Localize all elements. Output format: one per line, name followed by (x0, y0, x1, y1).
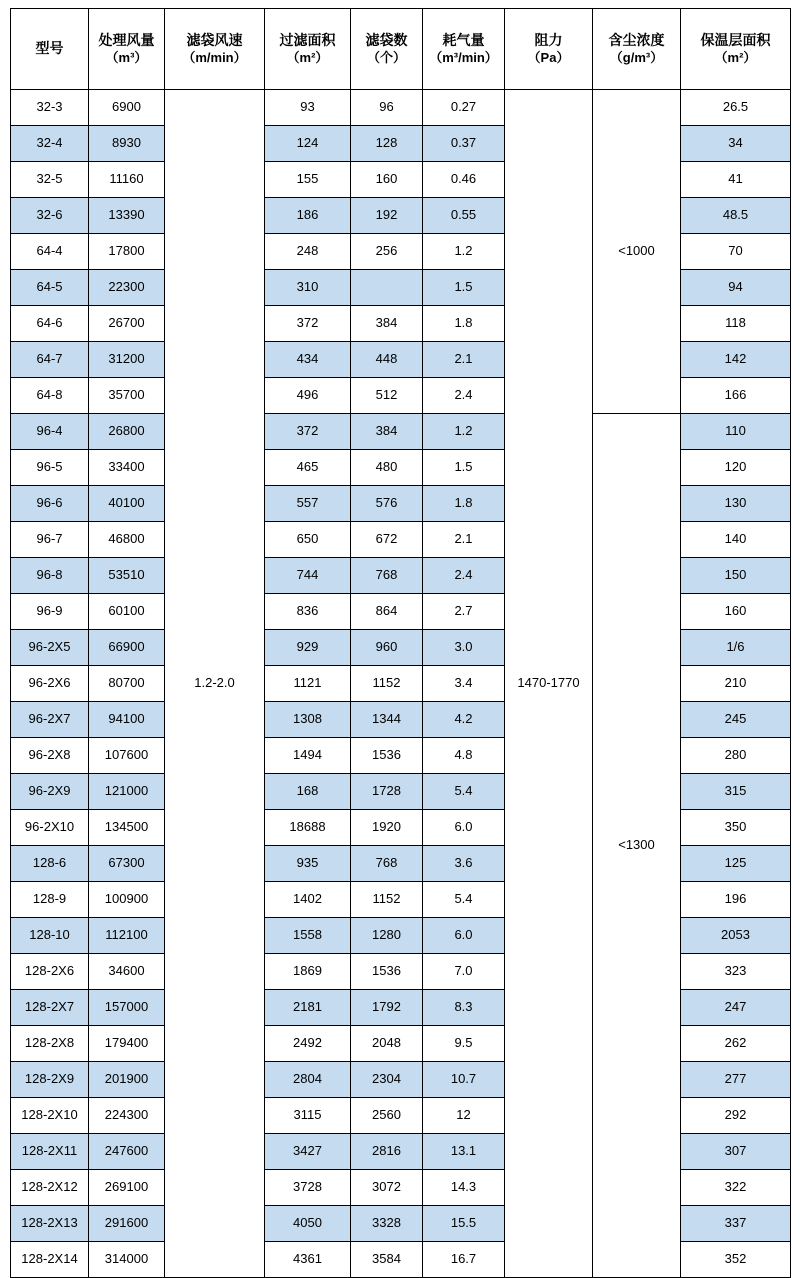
cell-bag-count: 2816 (351, 1134, 423, 1170)
cell-airflow: 291600 (89, 1206, 165, 1242)
cell-air-consumption: 5.4 (423, 774, 505, 810)
column-header-filter-area (265, 9, 351, 90)
cell-filter-area: 2181 (265, 990, 351, 1026)
cell-insulation-area: 210 (681, 666, 791, 702)
cell-insulation-area: 125 (681, 846, 791, 882)
cell-bag-count: 1152 (351, 666, 423, 702)
cell-bag-count: 576 (351, 486, 423, 522)
header-row (11, 9, 791, 90)
cell-air-consumption: 1.5 (423, 270, 505, 306)
cell-model: 32-5 (11, 162, 89, 198)
cell-insulation-area: 120 (681, 450, 791, 486)
cell-model: 96-2X9 (11, 774, 89, 810)
cell-filter-area: 2492 (265, 1026, 351, 1062)
cell-airflow: 8930 (89, 126, 165, 162)
cell-bag-count: 960 (351, 630, 423, 666)
cell-airflow: 60100 (89, 594, 165, 630)
cell-air-consumption: 14.3 (423, 1170, 505, 1206)
header-label: 耗气量 (442, 32, 485, 49)
cell-insulation-area: 110 (681, 414, 791, 450)
cell-airflow: 22300 (89, 270, 165, 306)
cell-model: 128-2X12 (11, 1170, 89, 1206)
cell-dust-concentration-1: <1000 (593, 90, 681, 414)
cell-bag-count: 128 (351, 126, 423, 162)
cell-insulation-area: 26.5 (681, 90, 791, 126)
cell-insulation-area: 262 (681, 1026, 791, 1062)
cell-insulation-area: 247 (681, 990, 791, 1026)
cell-air-consumption: 15.5 (423, 1206, 505, 1242)
header-unit: （g/m³） (609, 49, 664, 65)
cell-air-consumption: 12 (423, 1098, 505, 1134)
cell-filter-area: 310 (265, 270, 351, 306)
cell-model: 96-5 (11, 450, 89, 486)
cell-insulation-area: 245 (681, 702, 791, 738)
cell-filter-area: 4050 (265, 1206, 351, 1242)
cell-model: 128-2X7 (11, 990, 89, 1026)
cell-bag-count: 2048 (351, 1026, 423, 1062)
cell-airflow: 157000 (89, 990, 165, 1026)
cell-air-consumption: 1.8 (423, 486, 505, 522)
cell-model: 96-8 (11, 558, 89, 594)
cell-model: 96-2X10 (11, 810, 89, 846)
cell-air-consumption: 10.7 (423, 1062, 505, 1098)
cell-model: 128-2X6 (11, 954, 89, 990)
header-label: 滤袋数 (365, 32, 408, 49)
cell-air-consumption: 2.4 (423, 378, 505, 414)
cell-filter-area: 434 (265, 342, 351, 378)
cell-filter-area: 1402 (265, 882, 351, 918)
cell-filter-velocity-merged: 1.2-2.0 (165, 90, 265, 1278)
cell-insulation-area: 94 (681, 270, 791, 306)
cell-model: 32-6 (11, 198, 89, 234)
cell-model: 128-9 (11, 882, 89, 918)
cell-resistance-merged: 1470-1770 (505, 90, 593, 1278)
cell-air-consumption: 13.1 (423, 1134, 505, 1170)
cell-model: 96-6 (11, 486, 89, 522)
header-label: 保温层面积 (700, 32, 771, 49)
cell-airflow: 67300 (89, 846, 165, 882)
cell-insulation-area: 48.5 (681, 198, 791, 234)
cell-model: 96-2X6 (11, 666, 89, 702)
cell-airflow: 107600 (89, 738, 165, 774)
cell-filter-area: 155 (265, 162, 351, 198)
cell-air-consumption: 0.37 (423, 126, 505, 162)
cell-filter-area: 2804 (265, 1062, 351, 1098)
header-unit: （Pa） (527, 49, 570, 65)
cell-air-consumption: 0.55 (423, 198, 505, 234)
cell-bag-count: 1152 (351, 882, 423, 918)
cell-insulation-area: 130 (681, 486, 791, 522)
cell-airflow: 121000 (89, 774, 165, 810)
cell-bag-count: 1728 (351, 774, 423, 810)
cell-bag-count: 512 (351, 378, 423, 414)
cell-bag-count: 192 (351, 198, 423, 234)
cell-airflow: 201900 (89, 1062, 165, 1098)
cell-air-consumption: 4.8 (423, 738, 505, 774)
cell-air-consumption: 3.4 (423, 666, 505, 702)
cell-air-consumption: 1.5 (423, 450, 505, 486)
cell-bag-count: 2560 (351, 1098, 423, 1134)
cell-insulation-area: 166 (681, 378, 791, 414)
cell-filter-area: 1121 (265, 666, 351, 702)
cell-airflow: 26700 (89, 306, 165, 342)
cell-air-consumption: 1.8 (423, 306, 505, 342)
cell-insulation-area: 41 (681, 162, 791, 198)
cell-bag-count: 1280 (351, 918, 423, 954)
cell-insulation-area: 142 (681, 342, 791, 378)
cell-bag-count: 1536 (351, 738, 423, 774)
column-header-resistance (505, 9, 593, 90)
cell-air-consumption: 1.2 (423, 414, 505, 450)
header-label: 型号 (35, 40, 64, 57)
cell-model: 32-3 (11, 90, 89, 126)
cell-bag-count: 448 (351, 342, 423, 378)
cell-model: 128-2X9 (11, 1062, 89, 1098)
cell-airflow: 13390 (89, 198, 165, 234)
cell-filter-area: 1494 (265, 738, 351, 774)
table-row (11, 90, 791, 126)
header-unit: （m²） (714, 49, 757, 65)
cell-bag-count: 256 (351, 234, 423, 270)
header-unit: （m/min） (182, 49, 247, 65)
cell-airflow: 134500 (89, 810, 165, 846)
cell-airflow: 40100 (89, 486, 165, 522)
cell-model: 64-8 (11, 378, 89, 414)
cell-bag-count (351, 270, 423, 306)
cell-filter-area: 124 (265, 126, 351, 162)
cell-filter-area: 929 (265, 630, 351, 666)
cell-air-consumption: 2.1 (423, 342, 505, 378)
cell-airflow: 35700 (89, 378, 165, 414)
cell-filter-area: 496 (265, 378, 351, 414)
cell-bag-count: 1536 (351, 954, 423, 990)
cell-bag-count: 3072 (351, 1170, 423, 1206)
cell-bag-count: 1920 (351, 810, 423, 846)
cell-bag-count: 768 (351, 558, 423, 594)
cell-airflow: 224300 (89, 1098, 165, 1134)
cell-insulation-area: 280 (681, 738, 791, 774)
cell-insulation-area: 150 (681, 558, 791, 594)
cell-airflow: 34600 (89, 954, 165, 990)
cell-model: 96-2X8 (11, 738, 89, 774)
cell-model: 32-4 (11, 126, 89, 162)
cell-model: 128-2X8 (11, 1026, 89, 1062)
cell-airflow: 26800 (89, 414, 165, 450)
cell-airflow: 247600 (89, 1134, 165, 1170)
column-header-insulation-area (681, 9, 791, 90)
cell-filter-area: 3115 (265, 1098, 351, 1134)
cell-bag-count: 672 (351, 522, 423, 558)
cell-dust-concentration-2: <1300 (593, 414, 681, 1278)
cell-air-consumption: 0.27 (423, 90, 505, 126)
cell-airflow: 100900 (89, 882, 165, 918)
cell-air-consumption: 2.7 (423, 594, 505, 630)
cell-bag-count: 864 (351, 594, 423, 630)
cell-insulation-area: 34 (681, 126, 791, 162)
cell-bag-count: 1344 (351, 702, 423, 738)
cell-model: 64-6 (11, 306, 89, 342)
cell-airflow: 80700 (89, 666, 165, 702)
table-header (11, 9, 791, 90)
cell-airflow: 33400 (89, 450, 165, 486)
cell-insulation-area: 350 (681, 810, 791, 846)
cell-insulation-area: 315 (681, 774, 791, 810)
cell-filter-area: 1558 (265, 918, 351, 954)
cell-bag-count: 384 (351, 306, 423, 342)
cell-air-consumption: 8.3 (423, 990, 505, 1026)
column-header-filter-velocity (165, 9, 265, 90)
cell-model: 96-9 (11, 594, 89, 630)
column-header-airflow (89, 9, 165, 90)
cell-insulation-area: 118 (681, 306, 791, 342)
header-unit: （m²） (286, 49, 329, 65)
column-header-bag-count (351, 9, 423, 90)
cell-air-consumption: 6.0 (423, 810, 505, 846)
cell-filter-area: 93 (265, 90, 351, 126)
cell-model: 64-4 (11, 234, 89, 270)
header-unit: （m³） (105, 49, 148, 65)
table-row (11, 414, 791, 450)
cell-air-consumption: 7.0 (423, 954, 505, 990)
cell-bag-count: 384 (351, 414, 423, 450)
cell-filter-area: 18688 (265, 810, 351, 846)
cell-filter-area: 557 (265, 486, 351, 522)
cell-airflow: 112100 (89, 918, 165, 954)
cell-airflow: 11160 (89, 162, 165, 198)
cell-filter-area: 465 (265, 450, 351, 486)
cell-filter-area: 168 (265, 774, 351, 810)
cell-insulation-area: 160 (681, 594, 791, 630)
cell-air-consumption: 0.46 (423, 162, 505, 198)
cell-airflow: 314000 (89, 1242, 165, 1278)
cell-airflow: 6900 (89, 90, 165, 126)
cell-bag-count: 2304 (351, 1062, 423, 1098)
cell-air-consumption: 16.7 (423, 1242, 505, 1278)
cell-filter-area: 1869 (265, 954, 351, 990)
cell-insulation-area: 196 (681, 882, 791, 918)
cell-air-consumption: 1.2 (423, 234, 505, 270)
cell-model: 128-10 (11, 918, 89, 954)
cell-filter-area: 372 (265, 306, 351, 342)
column-header-air-consumption (423, 9, 505, 90)
cell-air-consumption: 2.4 (423, 558, 505, 594)
cell-bag-count: 3328 (351, 1206, 423, 1242)
cell-insulation-area: 140 (681, 522, 791, 558)
cell-insulation-area: 323 (681, 954, 791, 990)
cell-model: 128-2X13 (11, 1206, 89, 1242)
cell-air-consumption: 4.2 (423, 702, 505, 738)
cell-insulation-area: 2053 (681, 918, 791, 954)
cell-bag-count: 3584 (351, 1242, 423, 1278)
header-unit: （个） (366, 49, 406, 65)
cell-model: 96-7 (11, 522, 89, 558)
cell-insulation-area: 322 (681, 1170, 791, 1206)
cell-filter-area: 248 (265, 234, 351, 270)
cell-air-consumption: 6.0 (423, 918, 505, 954)
cell-filter-area: 650 (265, 522, 351, 558)
cell-filter-area: 186 (265, 198, 351, 234)
cell-filter-area: 1308 (265, 702, 351, 738)
cell-bag-count: 160 (351, 162, 423, 198)
cell-bag-count: 480 (351, 450, 423, 486)
cell-airflow: 53510 (89, 558, 165, 594)
cell-model: 96-2X5 (11, 630, 89, 666)
header-label: 处理风量 (98, 32, 155, 49)
cell-airflow: 17800 (89, 234, 165, 270)
cell-filter-area: 3427 (265, 1134, 351, 1170)
column-header-model (11, 9, 89, 90)
header-label: 含尘浓度 (608, 32, 665, 49)
cell-model: 128-2X10 (11, 1098, 89, 1134)
header-label: 阻力 (534, 32, 563, 49)
cell-insulation-area: 307 (681, 1134, 791, 1170)
cell-airflow: 31200 (89, 342, 165, 378)
cell-airflow: 46800 (89, 522, 165, 558)
cell-model: 96-4 (11, 414, 89, 450)
cell-filter-area: 935 (265, 846, 351, 882)
cell-model: 64-7 (11, 342, 89, 378)
cell-airflow: 179400 (89, 1026, 165, 1062)
cell-model: 128-6 (11, 846, 89, 882)
cell-air-consumption: 5.4 (423, 882, 505, 918)
cell-bag-count: 96 (351, 90, 423, 126)
cell-airflow: 66900 (89, 630, 165, 666)
specification-table (10, 8, 791, 1278)
cell-airflow: 94100 (89, 702, 165, 738)
cell-model: 96-2X7 (11, 702, 89, 738)
cell-insulation-area: 292 (681, 1098, 791, 1134)
cell-air-consumption: 3.6 (423, 846, 505, 882)
cell-filter-area: 836 (265, 594, 351, 630)
cell-insulation-area: 1/6 (681, 630, 791, 666)
cell-air-consumption: 2.1 (423, 522, 505, 558)
table-body (11, 90, 791, 1278)
cell-filter-area: 372 (265, 414, 351, 450)
header-unit: （m³/min） (429, 49, 498, 65)
column-header-dust-concentration (593, 9, 681, 90)
cell-airflow: 269100 (89, 1170, 165, 1206)
cell-air-consumption: 9.5 (423, 1026, 505, 1062)
header-label: 过滤面积 (279, 32, 336, 49)
cell-model: 128-2X14 (11, 1242, 89, 1278)
cell-filter-area: 744 (265, 558, 351, 594)
cell-model: 64-5 (11, 270, 89, 306)
cell-insulation-area: 277 (681, 1062, 791, 1098)
cell-insulation-area: 337 (681, 1206, 791, 1242)
cell-model: 128-2X11 (11, 1134, 89, 1170)
cell-insulation-area: 70 (681, 234, 791, 270)
cell-bag-count: 768 (351, 846, 423, 882)
cell-air-consumption: 3.0 (423, 630, 505, 666)
header-label: 滤袋风速 (186, 32, 243, 49)
cell-filter-area: 3728 (265, 1170, 351, 1206)
cell-insulation-area: 352 (681, 1242, 791, 1278)
cell-bag-count: 1792 (351, 990, 423, 1026)
cell-filter-area: 4361 (265, 1242, 351, 1278)
